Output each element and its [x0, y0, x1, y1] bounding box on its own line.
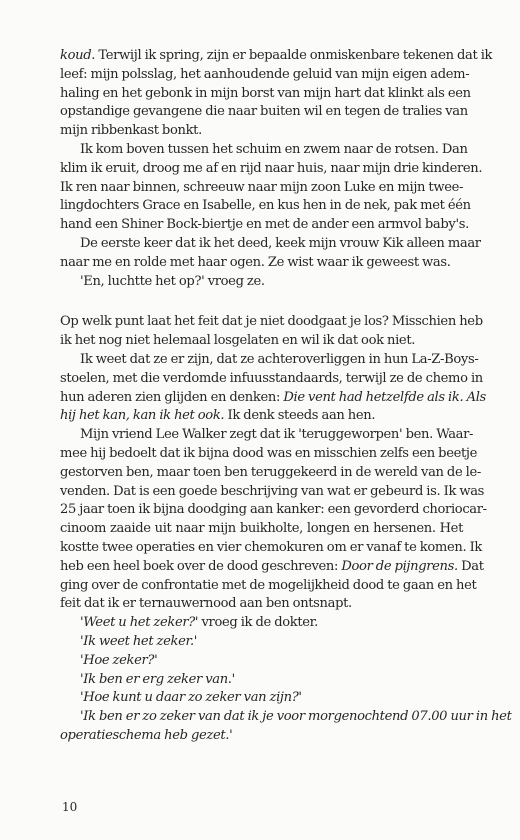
text-run: 'Ik weet het zeker.' — [80, 633, 198, 649]
text-line — [60, 332, 463, 351]
text-run: venden. Dat is een goede beschrijving van wat er gebeurd is. Ik was — [60, 483, 485, 499]
text-run: 'En, luchtte het op?' vroeg ze. — [80, 273, 265, 289]
text-run: operatieschema heb gezet.' — [60, 727, 233, 743]
text-run: 'Hoe kunt u daar zo zeker van zijn?' — [80, 690, 302, 706]
text-line — [60, 558, 484, 577]
text-line — [60, 351, 479, 370]
text-run: Door de pijngrens. — [341, 558, 458, 574]
text-line — [60, 160, 483, 179]
text-run: haling en het gebonk in mijn borst van mijn hart dat klinkt als een — [60, 85, 471, 101]
text-run: Mijn vriend Lee Walker zegt dat ik 'teruggeworpen' ben. Waar- — [80, 427, 474, 443]
text-run: hij het kan, kan ik het ook. — [60, 408, 225, 424]
text-run: gestorven ben, maar toen ben teruggekeerd in de wereld van de le- — [60, 464, 481, 480]
text-run: vroeg ik de dokter. — [198, 615, 318, 631]
text-line — [60, 370, 483, 389]
text-run: 'Ik ben er erg zeker van.' — [80, 671, 235, 687]
text-run: De eerste keer dat ik het deed, keek mijn vrouw Kik alleen maar — [80, 235, 481, 251]
dialogue-line — [60, 689, 463, 708]
dialogue-line — [60, 614, 463, 633]
dialogue-line — [60, 727, 463, 746]
text-line — [60, 426, 474, 445]
text-run: leef: mijn polsslag, het aanhoudende geluid van mijn eigen adem- — [60, 66, 470, 82]
dialogue-line — [60, 708, 512, 727]
text-line — [60, 254, 463, 273]
text-line — [60, 66, 470, 85]
text-line — [60, 389, 486, 408]
text-run: lingdochters Grace en Isabelle, en kus hen in de nek, pak met één — [60, 198, 471, 214]
text-run: klim ik eruit, droog me af en rijd naar huis, naar mijn drie kinderen. — [60, 160, 483, 176]
text-line — [60, 483, 485, 502]
text-run: heb een heel boek over de dood geschreven: — [60, 558, 342, 574]
body-text — [60, 47, 512, 746]
text-run: mijn ribbenkast bonkt. — [60, 123, 202, 139]
text-run: ging over de confrontatie met de mogelijkheid dood te gaan en het — [60, 577, 477, 593]
text-line — [60, 501, 487, 520]
text-line — [60, 197, 471, 216]
text-line — [60, 122, 463, 141]
text-run: koud. — [60, 48, 96, 63]
text-run: feit dat ik er ternauwernood aan ben ontsnapt. — [60, 596, 352, 612]
text-run: mee hij bedoelt dat ik bijna dood was en misschien zelfs een beetje — [60, 445, 478, 461]
text-run: 'Hoe zeker?' — [80, 652, 158, 668]
text-line — [60, 103, 468, 122]
text-line — [60, 47, 493, 66]
text-line — [60, 577, 477, 596]
text-line — [60, 85, 471, 104]
text-line — [60, 407, 463, 426]
dialogue-line — [60, 633, 463, 652]
text-run: 'Weet u het zeker?' — [80, 615, 199, 631]
text-run: Ik ren naar binnen, schreeuw naar mijn zoon Luke en mijn twee- — [60, 179, 464, 195]
dialogue-line — [60, 652, 463, 671]
text-line — [60, 464, 481, 483]
text-run: Die vent had hetzelfde als ik. Als — [283, 389, 486, 405]
text-line — [60, 216, 469, 235]
text-run: Dat — [457, 558, 484, 574]
text-line — [60, 179, 463, 198]
text-line — [60, 235, 481, 254]
text-run: naar me en rolde met haar ogen. Ze wist waar ik geweest was. — [60, 254, 451, 270]
text-run: 25 jaar toen ik bijna doodging aan kanker: een gevorderd choriocar- — [60, 502, 487, 518]
text-line — [60, 595, 463, 614]
text-run: Terwijl ik spring, zijn er bepaalde onmiskenbare tekenen dat ik — [95, 48, 493, 63]
text-run: Op welk punt laat het feit dat je niet doodgaat je los? Misschien heb — [60, 314, 483, 330]
text-run: kostte twee operaties en vier chemokuren om er vanaf te komen. Ik — [60, 539, 482, 555]
text-run: stoelen, met die verdomde infuusstandaards, terwijl ze de chemo in — [60, 370, 483, 386]
section-break — [60, 291, 463, 313]
text-line — [60, 445, 478, 464]
text-run: Ik weet dat ze er zijn, dat ze achteroverliggen in hun La-Z-Boys- — [80, 351, 479, 367]
text-run: hun aderen zien glijden en denken: — [60, 389, 284, 405]
text-line — [60, 141, 468, 160]
text-run: hand een Shiner Bock-biertje en met de ander een armvol baby's. — [60, 217, 469, 233]
text-line — [60, 273, 463, 292]
text-run: opstandige gevangene die naar buiten wil en tegen de tralies van — [60, 104, 468, 120]
text-run: Ik kom boven tussen het schuim en zwem naar de rotsen. Dan — [80, 141, 468, 157]
text-line — [60, 539, 482, 558]
text-line — [60, 520, 463, 539]
text-run: Ik denk steeds aan hen. — [224, 408, 376, 424]
text-run: 'Ik ben er zo zeker van dat ik je voor morgenochtend 07.00 uur in het — [80, 709, 512, 725]
text-run: ik het nog niet helemaal losgelaten en wil ik dat ook niet. — [60, 333, 416, 349]
text-run: cinoom zaaide uit naar mijn buikholte, longen en hersenen. Het — [60, 521, 463, 537]
page-number: 10 — [62, 800, 78, 814]
text-line — [60, 313, 483, 332]
dialogue-line — [60, 671, 463, 690]
